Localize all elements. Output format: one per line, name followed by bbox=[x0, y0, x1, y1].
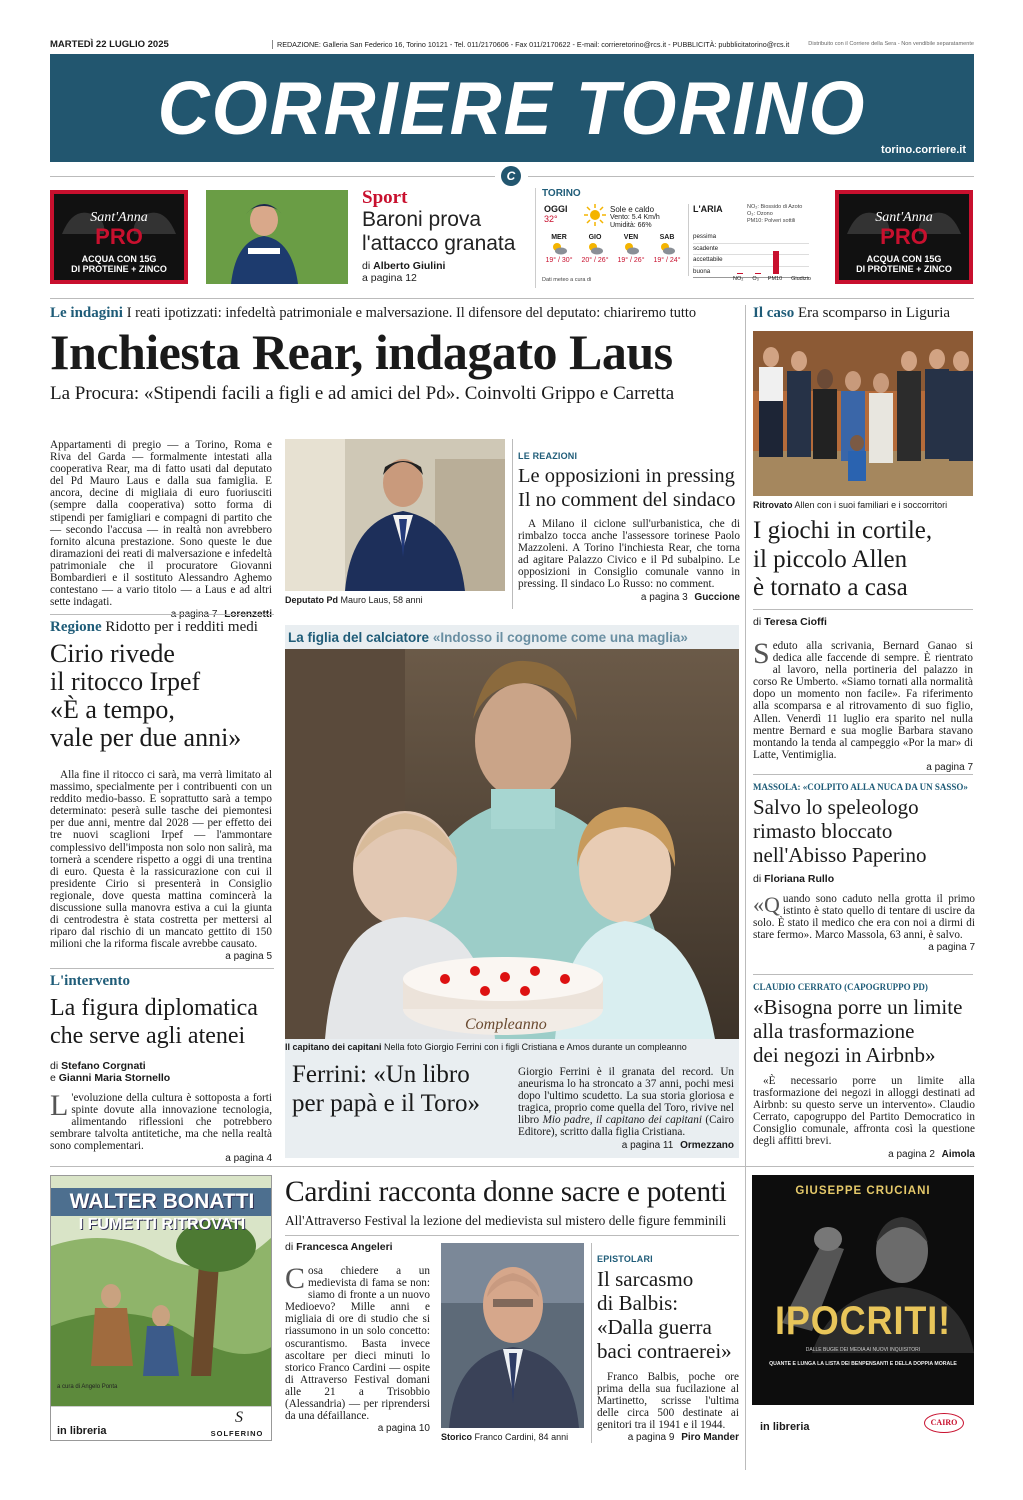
case-by: di bbox=[753, 616, 762, 628]
lead-body: Appartamenti di pregio — a Torino, Roma e Riva del Garda — formalmente intestati alla cooperativa Rear, ma di fatto usati dal deputato del Pd Mauro Laus e dalla sua famiglia. E ancora, decine di migliaia di euro fuoriusciti (sempre dalla cooperativa) sotto forma di stipendi per famigliari e compagni di partito che — secondo l'accusa — in realtà non avrebbero fornito alcuna prestazione. Sono queste le due diramazioni dei reati di malversazione e infedeltà patrimoniale che il procuratore Giovanni Bombardieri e il sostituto Alessandro Aghemo contestano — a vario titolo — a Laus e ad altri sette indagati. bbox=[50, 439, 272, 609]
air-axis-pm10: PM10 bbox=[767, 276, 783, 282]
air-axis-giudizio: Giudizio bbox=[791, 276, 811, 282]
forecast-day-temps: 20° / 26° bbox=[581, 257, 609, 264]
bonatti-credit: a cura di Angelo Ponta bbox=[57, 1384, 118, 1390]
cerrato-kicker: CLAUDIO CERRATO (CAPOGRUPPO PD) bbox=[753, 982, 928, 992]
massola-headline-2[interactable]: rimasto bloccato bbox=[753, 819, 893, 843]
cruciani-in-libreria: in libreria bbox=[760, 1421, 810, 1433]
intervento-dropcap: L bbox=[50, 1089, 69, 1122]
cardini-author: Francesca Angeleri bbox=[296, 1241, 393, 1253]
balbis-headline-2[interactable]: di Balbis: bbox=[597, 1291, 679, 1315]
forecast-day-temps: 19° / 30° bbox=[545, 257, 573, 264]
allen-caption-bold: Ritrovato bbox=[753, 500, 793, 510]
intervento-author2: Gianni Maria Stornello bbox=[58, 1072, 171, 1084]
cerrato-headline-2[interactable]: alla trasformazione bbox=[753, 1019, 915, 1043]
air-level-accettabile: accettabile bbox=[693, 255, 809, 267]
intervento-author1: Stefano Corgnati bbox=[61, 1060, 146, 1072]
ad-line1: ACQUA CON 15G bbox=[866, 254, 942, 264]
air-level-scadente: scadente bbox=[693, 244, 809, 256]
ref-author: Piro Mander bbox=[681, 1432, 739, 1444]
cardini-dropcap: C bbox=[285, 1262, 306, 1295]
ad-brand: Sant'Anna bbox=[875, 210, 933, 225]
allen-family-photo bbox=[753, 331, 973, 496]
page-ref-num[interactable]: 7 bbox=[967, 761, 973, 773]
reactions-kicker: LE REAZIONI bbox=[518, 451, 578, 461]
massola-headline-3[interactable]: nell'Abisso Paperino bbox=[753, 843, 927, 867]
case-body: eduto alla scrivania, Bernard Ganao si dedica alle faccende di sempre. È rientrato al lavoro, nella portineria del palazzo in corso Re Umberto. «Siamo tornati alla normalità dopo un momento non facile». Fa riferimento alla scomparsa e al ritrovamento di suo figlio, Allen. Venerdì 11 luglio era sparito nel nulla mentre Bernard e sua moglie Barbara stavano montando la tenda al campeggio «Por la mar» di Latte, Ventimiglia. bbox=[753, 640, 973, 761]
sport-ref-prefix: a pagina bbox=[362, 272, 403, 284]
ferrini-body-a: Giorgio Ferrini è il granata del record. Un aneurisma lo ha stroncato a 37 anni, pochi mesi dopo l'ultimo scudetto. La sua storia gloriosa e tragica, proprio come quella del Toro, rivive nel libro bbox=[518, 1066, 734, 1127]
massola-kicker: MASSOLA: «COLPITO ALLA NUCA DA UN SASSO» bbox=[753, 782, 968, 792]
case-headline-3[interactable]: è tornato a casa bbox=[753, 574, 908, 601]
lead-subhead: La Procura: «Stipendi facili a figli e ad amici del Pd». Coinvolti Grippo e Carretta bbox=[50, 383, 675, 404]
page-ref-prefix: a pagina bbox=[926, 761, 965, 773]
ferrini-headline-1[interactable]: Ferrini: «Un libro bbox=[292, 1061, 470, 1088]
massola-dropcap: «Q bbox=[753, 892, 780, 917]
page-ref-num[interactable]: 7 bbox=[969, 942, 975, 954]
page-ref-num[interactable]: 4 bbox=[266, 1153, 272, 1165]
air-legend-o3: O₃: Ozono bbox=[747, 211, 773, 217]
intervento-by2: e bbox=[50, 1072, 56, 1084]
partly-cloudy-icon bbox=[658, 241, 676, 255]
forecast-day-temps: 19° / 26° bbox=[617, 257, 645, 264]
laus-photo bbox=[285, 439, 505, 591]
baroni-photo bbox=[206, 190, 348, 284]
ref-author: Ormezzano bbox=[680, 1139, 734, 1151]
sun-icon bbox=[584, 204, 606, 226]
forecast-day-name: MER bbox=[551, 234, 567, 241]
page-ref-num[interactable]: 3 bbox=[682, 591, 688, 603]
cerrato-headline-3[interactable]: dei negozi in Airbnb» bbox=[753, 1043, 936, 1067]
air-level-buona: buona bbox=[693, 267, 809, 279]
balbis-headline-3[interactable]: «Dalla guerra bbox=[597, 1315, 712, 1339]
air-legend-pm10: PM10: Polveri sottili bbox=[747, 218, 796, 224]
weather-footer: Dati meteo a cura di bbox=[542, 277, 592, 283]
forecast-day-name: SAB bbox=[659, 234, 675, 241]
forecast-day bbox=[578, 234, 612, 264]
intervento-headline-2[interactable]: che serve agli atenei bbox=[50, 1023, 246, 1049]
allen-caption: Allen con i suoi familiari e i soccorritori bbox=[794, 500, 948, 510]
massola-body: uando sono caduto nella grotta il primo istinto è stato quello di tentare di uscire da solo. È stato il medico che era con noi a dirmi di stare fermo». Marco Massola, 63 anni, è salvo. bbox=[753, 893, 975, 942]
sport-ref-num: 12 bbox=[405, 272, 417, 284]
forecast-day-name: GIO bbox=[588, 234, 602, 241]
air-axis-o3: O₃ bbox=[752, 276, 759, 282]
sport-by: di bbox=[362, 260, 371, 272]
page-ref-num[interactable]: 5 bbox=[266, 951, 272, 963]
lead-headline[interactable]: Inchiesta Rear, indagato Laus bbox=[50, 324, 673, 380]
regione-body: Alla fine il ritocco ci sarà, ma verrà limitato al massimo, specialmente per i contribuenti con un reddito medio-basso. E soprattutto sarà a tempo determinato: peserà sulle tasche dei piemontesi per due anni, mentre dal 2028 — per effetto dei tre nuovi scaglioni Irpef — l'ammontare complessivo dell'imposta non solo non salirà, ma tornerà a scendere rispetto a oggi di una trentina di euro. Questa è la rassicurazione con cui il presidente Cirio si presenterà in Consiglio regionale, dove questa mattina comincerà la discussione sulla manovra estiva a cui la giunta di centrodestra è stata costretta per mettersi al riparo dal rischio di un mancato gettito di 150 milioni che la riforma fiscale avrebbe causato. bbox=[50, 769, 272, 951]
case-author: Teresa Cioffi bbox=[764, 616, 827, 628]
masthead-title: CORRIERE TORINO bbox=[157, 67, 867, 151]
bonatti-title-1: WALTER BONATTI bbox=[51, 1188, 272, 1216]
forecast-day bbox=[650, 234, 684, 264]
weather-box bbox=[535, 188, 813, 288]
massola-author: Floriana Rullo bbox=[764, 873, 835, 885]
weather-wind: Vento: 5.4 Km/h bbox=[610, 214, 660, 221]
cardini-photo bbox=[441, 1243, 584, 1428]
ad-line1: ACQUA CON 15G bbox=[81, 254, 157, 264]
cardini-subhead: All'Attraverso Festival la lezione del medievista sul mistero delle figure femminili bbox=[285, 1213, 727, 1228]
balbis-headline-1[interactable]: Il sarcasmo bbox=[597, 1267, 694, 1291]
ad-pro: PRO bbox=[95, 224, 143, 249]
weather-city: TORINO bbox=[542, 188, 581, 199]
ferrini-caption: Nella foto Giorgio Ferrini con i figli Cristiana e Amos durante un compleanno bbox=[384, 1042, 687, 1052]
balbis-body: Franco Balbis, poche ore prima della sua fucilazione al Martinetto, scrisse l'ultima delle circa 500 destinate ai genitori tra il 1941 e il 1944. bbox=[597, 1371, 739, 1432]
reactions-title-2[interactable]: Il no comment del sindaco bbox=[518, 489, 736, 511]
corriere-badge: C bbox=[501, 166, 521, 186]
page-ref-num[interactable]: 10 bbox=[418, 1423, 430, 1435]
ad-pro: PRO bbox=[880, 224, 928, 249]
cruciani-title: IPOCRITI! bbox=[774, 1299, 952, 1343]
weather-humidity: Umidità: 66% bbox=[610, 222, 652, 229]
reactions-body: A Milano il ciclone sull'urbanistica, che di rimbalzo tocca anche l'assessore torinese Paolo Mazzoleni. A Torino l'inchiesta Rear, che torna ad agitare Palazzo Civico e il Pd subalpino. Le opposizioni in Consiglio comunale vanno in pressing. Il sindaco Lo Russo: no comment. bbox=[518, 518, 740, 591]
sport-kicker: Sport bbox=[362, 187, 408, 208]
ferrini-family-photo bbox=[285, 649, 739, 1039]
page-ref-prefix: a pagina bbox=[225, 1153, 264, 1165]
page-ref-num[interactable]: 2 bbox=[929, 1148, 935, 1160]
air-title: L'ARIA bbox=[693, 204, 723, 214]
reactions-title-1[interactable]: Le opposizioni in pressing bbox=[518, 465, 735, 487]
solferino-logo-icon: S bbox=[235, 1409, 243, 1426]
bonatti-in-libreria: in libreria bbox=[57, 1425, 107, 1437]
cerrato-headline-1[interactable]: «Bisogna porre un limite bbox=[753, 995, 963, 1019]
ref-author: Guccione bbox=[694, 591, 740, 603]
page-ref-prefix: a pagina bbox=[377, 1423, 417, 1435]
laus-caption: Mauro Laus, 58 anni bbox=[340, 595, 423, 605]
massola-headline-1[interactable]: Salvo lo speleologo bbox=[753, 795, 919, 819]
case-kicker-rest: Era scomparso in Liguria bbox=[798, 305, 951, 321]
santanna-ad-right[interactable] bbox=[835, 190, 973, 284]
cerrato-body: «È necessario porre un limite alla trasformazione dei negozi in alloggi destinati ad Airbnb: su questo serve un intervento». Claudio Cerrato, capogruppo del Partito Democratico in Consiglio comunale, affronta così la questione degli affitti brevi. bbox=[753, 1075, 975, 1148]
ferrini-body-italic: Mio padre, il capitano dei capitani bbox=[542, 1114, 702, 1127]
bonatti-title-2: I FUMETTI RITROVATI bbox=[78, 1216, 246, 1233]
air-level-pessima: pessima bbox=[693, 232, 809, 244]
sport-title-2[interactable]: l'attacco granata bbox=[362, 232, 516, 255]
forecast-day bbox=[542, 234, 576, 264]
page-ref-num[interactable]: 9 bbox=[668, 1432, 675, 1444]
balbis-kicker: EPISTOLARI bbox=[597, 1254, 653, 1264]
santanna-ad-left[interactable] bbox=[50, 190, 188, 284]
cruciani-book-ad[interactable] bbox=[752, 1175, 974, 1441]
balbis-headline-4[interactable]: baci contraerei» bbox=[597, 1339, 732, 1363]
regione-kicker-rest: Ridotto per i redditi medi bbox=[105, 619, 258, 635]
intervento-by1: di bbox=[50, 1060, 59, 1072]
air-bar bbox=[737, 273, 743, 274]
lead-kicker: Le indagini bbox=[50, 305, 123, 321]
regione-headline-1[interactable]: Cirio rivede bbox=[50, 639, 175, 668]
editorial-info: REDAZIONE: Galleria San Federico 16, Torino 10121 - Tel. 011/2170606 - Fax 011/2170622 - E-mail: corrieretorino@rcs.it - PUBBLICITÀ: pubblicitatorino@rcs.it bbox=[272, 40, 792, 49]
air-legend-no2: NO₂: Biossido di Azoto bbox=[747, 204, 803, 210]
forecast-day-temps: 19° / 24° bbox=[653, 257, 681, 264]
massola-by: di bbox=[753, 873, 762, 885]
cruciani-sub1: DALLE BUGIE DEI MEDIA AI NUOVI INQUISITORI bbox=[805, 1347, 921, 1353]
cairo-logo: CAIRO bbox=[924, 1413, 964, 1433]
regione-kicker: Regione bbox=[50, 619, 102, 635]
air-bars bbox=[733, 232, 803, 274]
distribution-note: Distribuito con il Corriere della Sera - Non vendibile separatamente bbox=[808, 41, 974, 47]
air-bar bbox=[773, 251, 779, 274]
partly-cloudy-icon bbox=[550, 241, 568, 255]
ref-author: Aimola bbox=[941, 1148, 975, 1160]
page-ref-prefix: a pagina bbox=[928, 942, 967, 954]
bonatti-book-ad[interactable] bbox=[50, 1175, 272, 1441]
cardini-caption: Franco Cardini, 84 anni bbox=[474, 1432, 569, 1442]
page-ref-prefix: a pagina bbox=[627, 1432, 667, 1444]
regione-headline-2[interactable]: il ritocco Irpef bbox=[50, 667, 201, 696]
cardini-body: osa chiedere a un medievista di fama se non: siamo di fronte a un nuovo Medioevo? Mille anni e migliaia di ore di studio che si riassumono in un solo concetto: oscurantismo. Basta invece ascoltare per dieci minuti lo storico Franco Cardini — ospite di Attraverso Festival domani alle 21 a Trisobbio (Alessandria) — per riprendersi da una défaillance. bbox=[285, 1265, 430, 1423]
cardini-headline[interactable]: Cardini racconta donne sacre e potenti bbox=[285, 1176, 727, 1208]
forecast-day bbox=[614, 234, 648, 264]
cake-text: Compleanno bbox=[465, 1016, 547, 1033]
page-ref-num[interactable]: 11 bbox=[662, 1139, 674, 1151]
page-ref-prefix: a pagina bbox=[640, 591, 680, 603]
cardini-caption-bold: Storico bbox=[441, 1432, 473, 1442]
feature-kicker: La figlia del calciatore bbox=[288, 630, 430, 645]
laus-caption-bold: Deputato Pd bbox=[285, 595, 338, 605]
sport-title-1[interactable]: Baroni prova bbox=[362, 208, 482, 231]
ferrini-body-b: (Cairo Editore), scritto dalla figlia Cristiana. bbox=[518, 1114, 734, 1139]
intervento-kicker: L'intervento bbox=[50, 973, 130, 989]
cruciani-author: GIUSEPPE CRUCIANI bbox=[795, 1185, 931, 1197]
issue-date: MARTEDÌ 22 LUGLIO 2025 bbox=[50, 38, 169, 50]
partly-cloudy-icon bbox=[586, 241, 604, 255]
ferrini-headline-2[interactable]: per papà e il Toro» bbox=[292, 1090, 481, 1117]
forecast-day-name: VEN bbox=[623, 234, 639, 241]
case-kicker: Il caso bbox=[753, 305, 795, 321]
air-bar bbox=[755, 273, 761, 274]
ad-line2: DI PROTEINE + ZINCO bbox=[71, 264, 167, 274]
intervento-body: 'evoluzione della cultura è sottoposta a forti spinte dovute alla innovazione tecnologia, alimentando riflessioni che potrebbero sembrare talvolta antitetiche, ma che nella realtà sono complementari. bbox=[50, 1092, 272, 1153]
cruciani-sub2: QUANTE E LUNGA LA LISTA DEI BENPENSANTI E DELLA DOPPIA MORALE bbox=[769, 1361, 957, 1367]
page-ref-prefix: a pagina bbox=[225, 951, 264, 963]
masthead bbox=[50, 54, 974, 162]
case-dropcap: S bbox=[753, 637, 770, 670]
partly-cloudy-icon bbox=[622, 241, 640, 255]
page-ref-prefix: a pagina bbox=[621, 1139, 661, 1151]
weather-today-label: OGGI bbox=[544, 204, 568, 214]
page-ref-prefix: a pagina bbox=[888, 1148, 927, 1160]
cardini-by: di bbox=[285, 1241, 294, 1253]
regione-headline-4[interactable]: vale per due anni» bbox=[50, 723, 242, 752]
masthead-url[interactable]: torino.corriere.it bbox=[881, 144, 966, 156]
weather-today-temp: 32° bbox=[544, 214, 558, 224]
sport-author: Alberto Giulini bbox=[373, 260, 446, 272]
ferrini-caption-bold: Il capitano dei capitani bbox=[285, 1042, 382, 1052]
bonatti-publisher: SOLFERINO bbox=[210, 1429, 264, 1438]
regione-headline-3[interactable]: «È a tempo, bbox=[50, 695, 175, 724]
intervento-headline-1[interactable]: La figura diplomatica bbox=[50, 995, 258, 1021]
case-headline-1[interactable]: I giochi in cortile, bbox=[753, 517, 933, 544]
feature-quote: «Indosso il cognome come una maglia» bbox=[432, 630, 688, 645]
lead-kicker-line bbox=[50, 305, 742, 322]
case-headline-2[interactable]: il piccolo Allen bbox=[753, 545, 908, 573]
lead-kicker-rest: I reati ipotizzati: infedeltà patrimoniale e malversazione. Il difensore del deputato: chiariremo tutto bbox=[126, 305, 697, 321]
ad-line2: DI PROTEINE + ZINCO bbox=[856, 264, 952, 274]
air-axis-no2: NO₂ bbox=[733, 276, 744, 282]
ad-brand: Sant'Anna bbox=[90, 210, 148, 225]
weather-desc: Sole e caldo bbox=[610, 205, 655, 214]
